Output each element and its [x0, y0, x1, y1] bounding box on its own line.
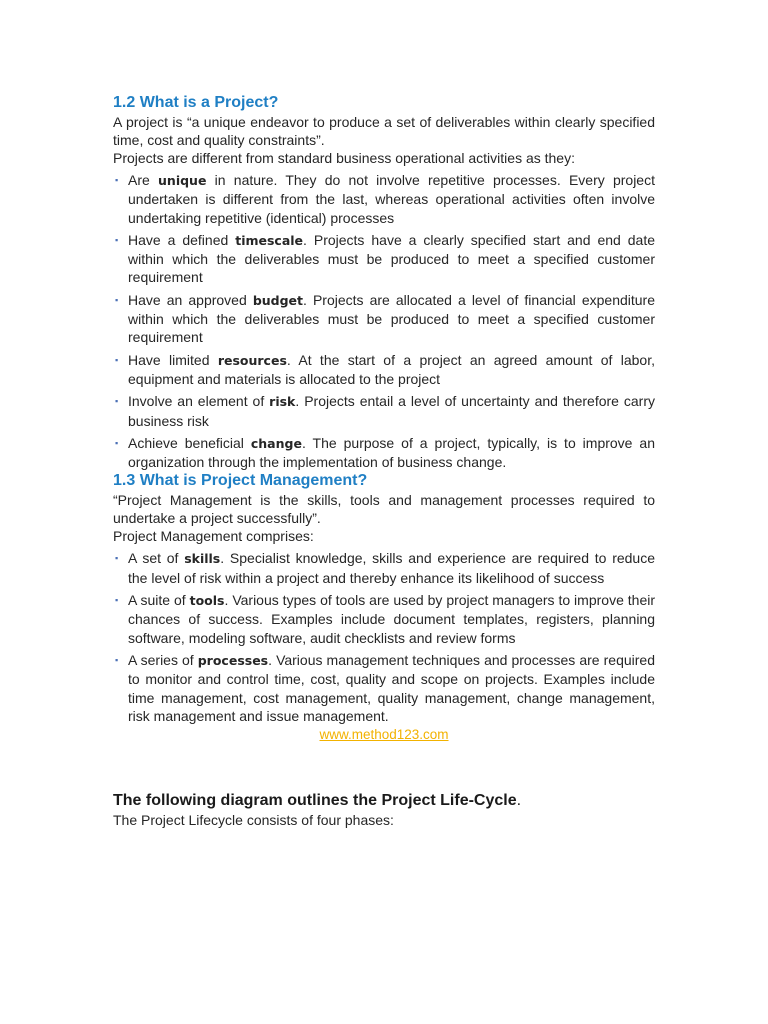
bullet-marker-icon: ▪	[115, 437, 119, 448]
pm-comprises-intro: Project Management comprises:	[113, 528, 314, 545]
website-link[interactable]: www.method123.com	[319, 727, 449, 743]
bullet-marker-icon: ▪	[115, 396, 119, 407]
heading-what-is-project-management: 1.3 What is Project Management?	[113, 472, 368, 490]
list-item: ▪ Involve an element of risk. Projects entail a level of uncertainty and therefore carry business risk	[115, 393, 655, 429]
list-item: ▪ Have an approved budget. Projects are allocated a level of financial expenditure within which the deliverables must be produced to meet a specified customer requirement	[115, 291, 655, 346]
bullet-marker-icon: ▪	[115, 595, 119, 606]
list-item: ▪ Have limited resources. At the start of a project an agreed amount of labor, equipment and materials is allocated to the project	[115, 351, 655, 387]
bullet-marker-icon: ▪	[115, 294, 119, 305]
bullet-marker-icon: ▪	[115, 175, 119, 185]
bullet-marker-icon: ▪	[115, 234, 119, 245]
diagram-heading: The following diagram outlines the Project Life-Cycle.	[113, 792, 522, 810]
list-item: ▪ Have a defined timescale. Projects have a clearly specified start and end date within which the deliverables must be produced to meet a specified customer requirement	[115, 231, 655, 286]
project-differences-intro: Projects are different from standard business operational activities as they:	[113, 150, 575, 166]
pm-components-list	[113, 549, 655, 725]
list-item: ▪ Are unique in nature. They do not involve repetitive processes. Every project undertaken is different from the last, whereas operational activities often involve undertaking repetitive (identical) processes	[115, 172, 655, 226]
pm-definition: “Project Management is the skills, tools and management processes required to undertake a project successfully”.	[113, 492, 655, 527]
bullet-marker-icon: ▪	[115, 553, 119, 564]
heading-what-is-a-project: 1.2 What is a Project?	[113, 94, 279, 111]
list-item: ▪ A set of skills. Specialist knowledge, skills and experience are required to reduce the level of risk within a project and thereby enhance its likelihood of success	[115, 550, 655, 586]
project-definition: A project is “a unique endeavor to produce a set of deliverables within clearly specified time, cost and quality constraints”.	[113, 114, 655, 148]
list-item: ▪ A series of processes. Various management techniques and processes are required to monitor and control time, cost, quality and scope on projects. Examples include time management, cost management, quality management, change management, risk management and issue management.	[115, 651, 655, 724]
list-item: ▪ A suite of tools. Various types of tools are used by project managers to improve their chances of success. Examples include document templates, registers, planning software, modeling software, audit checklists and review forms	[115, 592, 656, 646]
bullet-marker-icon: ▪	[115, 654, 119, 665]
list-item: ▪ Achieve beneficial change. The purpose of a project, typically, is to improve an organization through the implementation of business change.	[115, 434, 655, 471]
diagram-subtitle: The Project Lifecycle consists of four phases:	[113, 812, 394, 829]
bullet-marker-icon: ▪	[115, 354, 119, 365]
document-content	[113, 93, 655, 829]
project-characteristics-list	[113, 171, 655, 471]
